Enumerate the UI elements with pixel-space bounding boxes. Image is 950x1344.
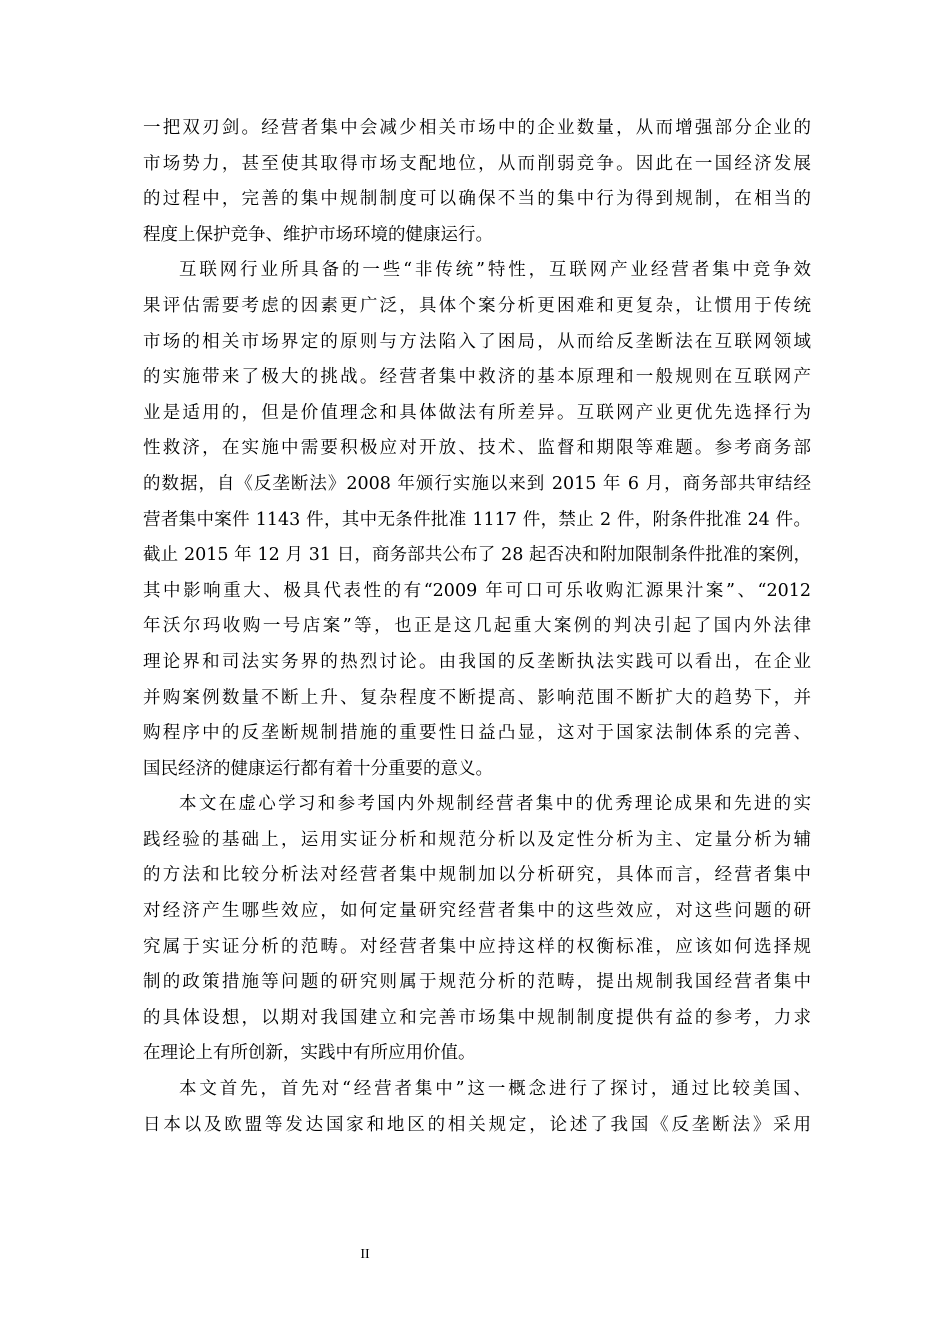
text-line: 其中影响重大、极具代表性的有“2009 年可口可乐收购汇源果汁案”、“2012 [143,580,811,601]
text-line: 的过程中，完善的集中规制制度可以确保不当的集中行为得到规制，在相当的 [143,189,811,210]
text-line: 截止 2015 年 12 月 31 日，商务部共公布了 28 起否决和附加限制条件批准的案例， [143,545,811,566]
text-line: 理论界和司法实务界的热烈讨论。由我国的反垄断执法实践可以看出，在企业 [143,651,811,672]
text-line: 本文在虚心学习和参考国内外规制经营者集中的优秀理论成果和先进的实 [179,794,811,815]
text-line: 的数据，自《反垄断法》2008 年颁行实施以来到 2015 年 6 月，商务部共审结经 [143,473,811,494]
text-line: 对经济产生哪些效应，如何定量研究经营者集中的这些效应，对这些问题的研 [143,901,811,922]
text-line: 国民经济的健康运行都有着十分重要的意义。 [143,758,493,779]
text-line: 践经验的基础上，运用实证分析和规范分析以及定性分析为主、定量分析为辅 [143,829,811,850]
text-line: 的方法和比较分析法对经营者集中规制加以分析研究，具体而言，经营者集中 [143,865,811,886]
page-number: II [360,1247,370,1262]
text-line: 程度上保护竞争、维护市场环境的健康运行。 [143,224,493,245]
text-line: 性救济，在实施中需要积极应对开放、技术、监督和期限等难题。参考商务部 [143,438,811,459]
text-line: 的具体设想，以期对我国建立和完善市场集中规制制度提供有益的参考，力求 [143,1007,811,1028]
text-line: 果评估需要考虑的因素更广泛，具体个案分析更困难和更复杂，让惯用于传统 [143,295,811,316]
text-line: 一把双刃剑。经营者集中会减少相关市场中的企业数量，从而增强部分企业的 [143,118,811,138]
text-line: 的实施带来了极大的挑战。经营者集中救济的基本原理和一般规则在互联网产 [143,367,811,388]
text-line: 究属于实证分析的范畴。对经营者集中应持这样的权衡标准，应该如何选择规 [143,936,811,957]
text-line: 年沃尔玛收购一号店案”等，也正是这几起重大案例的判决引起了国内外法律 [143,616,811,637]
text-line: 业是适用的，但是价值理念和具体做法有所差异。互联网产业更优先选择行为 [143,402,811,423]
text-line: 并购案例数量不断上升、复杂程度不断提高、影响范围不断扩大的趋势下，并 [143,687,811,708]
text-line: 营者集中案件 1143 件，其中无条件批准 1117 件，禁止 2 件，附条件批准 24 件。 [143,509,811,530]
body-text [143,111,811,1143]
text-line: 在理论上有所创新，实践中有所应用价值。 [143,1043,476,1064]
text-line: 互联网行业所具备的一些“非传统”特性，互联网产业经营者集中竞争效 [179,260,811,281]
text-line: 市场的相关市场界定的原则与方法陷入了困局，从而给反垄断法在互联网领域 [143,331,811,352]
text-line: 本文首先，首先对“经营者集中”这一概念进行了探讨，通过比较美国、 [179,1079,811,1100]
text-line: 制的政策措施等问题的研究则属于规范分析的范畴，提出规制我国经营者集中 [143,972,811,993]
text-line: 日本以及欧盟等发达国家和地区的相关规定，论述了我国《反垄断法》采用 [143,1114,811,1135]
text-line: 市场势力，甚至使其取得市场支配地位，从而削弱竞争。因此在一国经济发展 [143,153,811,174]
text-line: 购程序中的反垄断规制措施的重要性日益凸显，这对于国家法制体系的完善、 [143,723,811,744]
